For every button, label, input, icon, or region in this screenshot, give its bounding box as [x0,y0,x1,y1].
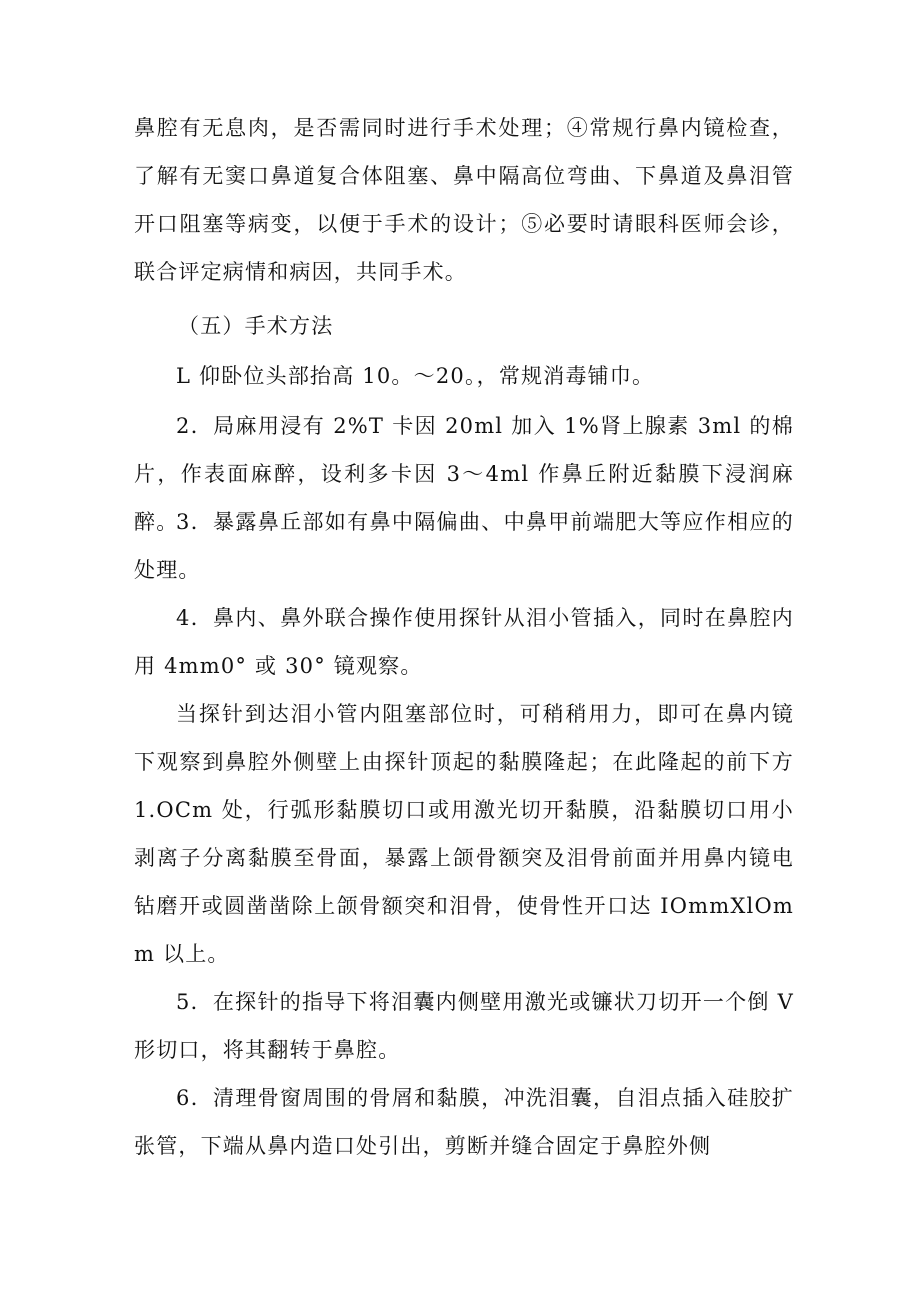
paragraph-probe-procedure: 当探针到达泪小管内阻塞部位时，可稍稍用力，即可在鼻内镜下观察到鼻腔外侧壁上由探针顶起的黏膜隆起；在此隆起的前下方 1.OCm 处，行弧形黏膜切口或用激光切开黏膜，沿黏膜切口用小剥离子分离黏膜至骨面，暴露上颌骨额突及泪骨前面并用鼻内镜电钻磨开或圆凿凿除上颌骨额突和泪骨，使骨性开口达 IOmmXlOmm 以上。 [134,702,794,966]
step-4-probe-insertion: 4．鼻内、鼻外联合操作使用探针从泪小管插入，同时在鼻腔内用 4mm0° 或 30° 镜观察。 [134,606,794,678]
step-1-positioning: L 仰卧位头部抬高 10。～20。，常规消毒铺巾。 [176,364,655,388]
step-2-anesthesia: 2．局麻用浸有 2%T 卡因 20ml 加入 1%肾上腺素 3ml 的棉片，作表面麻醉，设利多卡因 3～4ml 作鼻丘附近黏膜下浸润麻醉。 [134,414,794,534]
step-3-exposure: 3．暴露鼻丘部如有鼻中隔偏曲、中鼻甲前端肥大等应作相应的处理。 [134,510,794,582]
paragraph-preop-evaluation: 鼻腔有无息肉，是否需同时进行手术处理；④常规行鼻内镜检查，了解有无窦口鼻道复合体阻塞、鼻中隔高位弯曲、下鼻道及鼻泪管开口阻塞等病变，以便于手术的设计；⑤必要时请眼科医师会诊，联合评定病情和病因，共同手术。 [134,116,794,284]
step-6-cleanup: 6．清理骨窗周围的骨屑和黏膜，冲洗泪囊，自泪点插入硅胶扩张管，下端从鼻内造口处引出，剪断并缝合固定于鼻腔外侧 [134,1086,794,1158]
section-heading-surgical-method: （五）手术方法 [178,314,334,338]
step-5-incision: 5．在探针的指导下将泪囊内侧壁用激光或镰状刀切开一个倒 V 形切口，将其翻转于鼻腔。 [134,990,794,1062]
